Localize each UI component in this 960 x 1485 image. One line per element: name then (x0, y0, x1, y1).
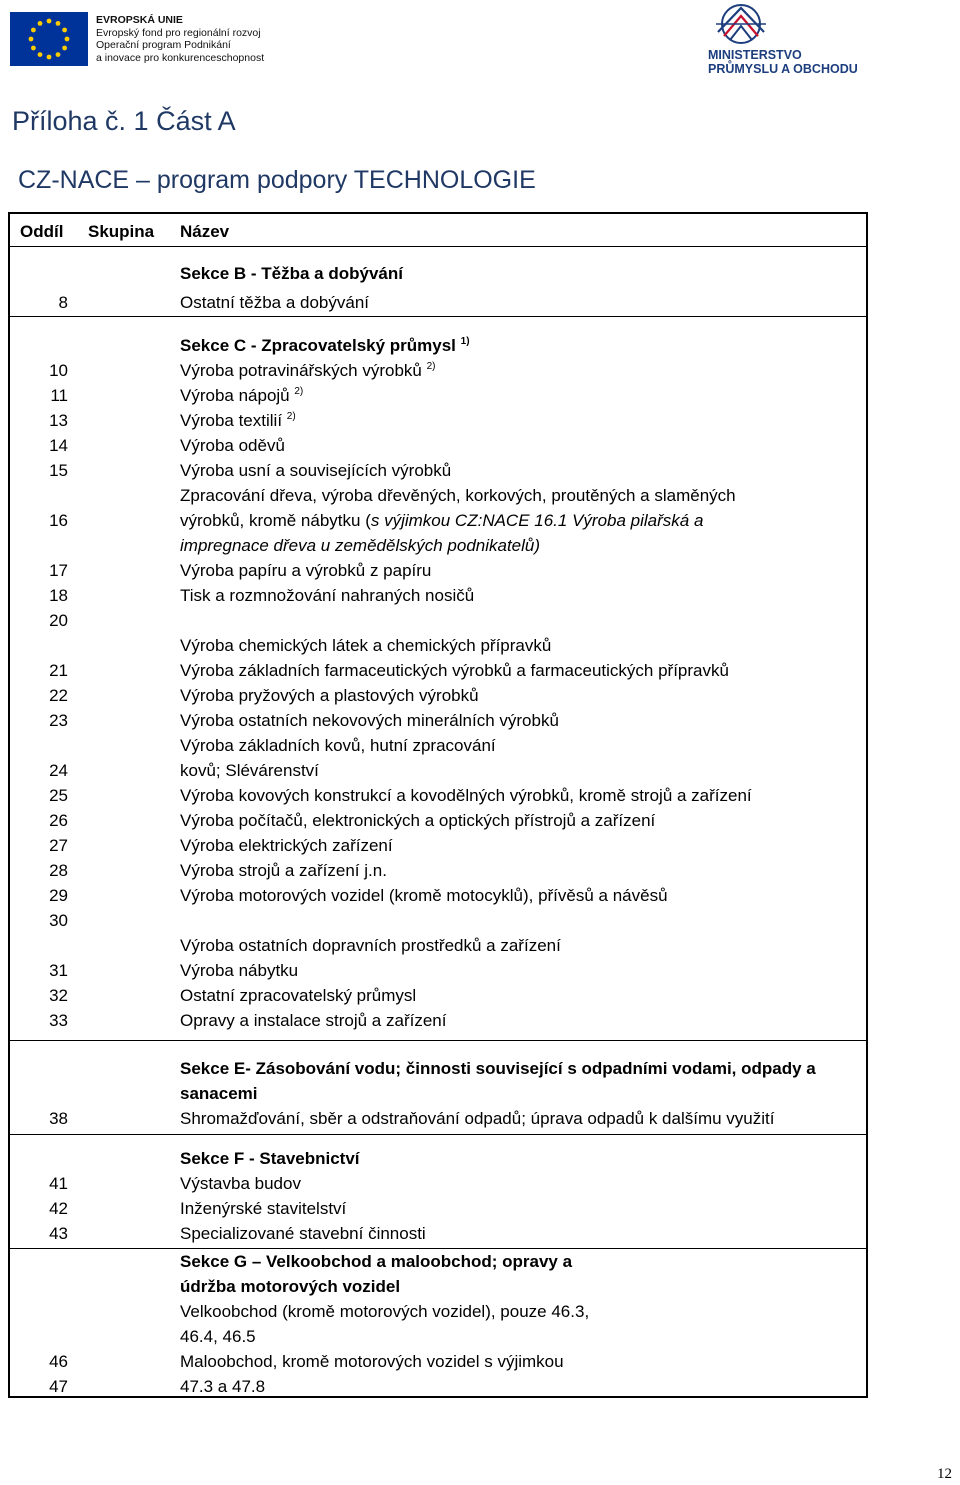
table-row (10, 1081, 866, 1106)
oddil-cell: 30 (49, 911, 68, 930)
column-header-skupina: Skupina (88, 222, 155, 241)
table-row (10, 733, 866, 758)
nazev-cell: 47.3 a 47.8 (180, 1377, 266, 1396)
table-row (10, 1171, 866, 1196)
table-row (10, 833, 866, 858)
nazev-text: Výroba textilií (180, 411, 283, 430)
nazev-cell: Výroba motorových vozidel (kromě motocyklů), přívěsů a návěsů (180, 886, 668, 905)
mpo-logo-line: PRŮMYSLU A OBCHODU (708, 62, 858, 76)
oddil-cell: 31 (49, 961, 68, 980)
section-heading: sanacemi (180, 1084, 258, 1103)
nazev-exception-text: s výjimkou CZ:NACE 16.1 Výroba pilařská a (370, 511, 704, 530)
footnote-ref: 2) (294, 386, 304, 397)
oddil-cell: 16 (49, 511, 68, 530)
oddil-cell: 46 (49, 1352, 68, 1371)
table-row (10, 408, 866, 433)
nazev-cell: Maloobchod, kromě motorových vozidel s výjimkou (180, 1352, 564, 1371)
oddil-cell: 17 (49, 561, 68, 580)
nazev-text: Výroba potravinářských výrobků (180, 361, 422, 380)
nazev-cell: Výroba oděvů (180, 436, 285, 455)
nazev-cell: impregnace dřeva u zemědělských podnikatelů) (180, 536, 541, 555)
oddil-cell: 13 (49, 411, 68, 430)
nazev-cell: Výroba chemických látek a chemických přípravků (180, 636, 552, 655)
row-divider (10, 1040, 866, 1041)
nazev-cell: Opravy a instalace strojů a zařízení (180, 1011, 447, 1030)
table-row (10, 983, 866, 1008)
nazev-cell: 46.4, 46.5 (180, 1327, 256, 1346)
nazev-cell: Výroba pryžových a plastových výrobků (180, 686, 479, 705)
eu-flag-logo (10, 12, 88, 66)
nazev-cell: Výroba počítačů, elektronických a optických přístrojů a zařízení (180, 811, 656, 830)
table-row (10, 558, 866, 583)
table-row (10, 508, 866, 533)
nazev-cell: Ostatní zpracovatelský průmysl (180, 986, 417, 1005)
nazev-cell (180, 383, 860, 408)
table-row (10, 433, 866, 458)
nazev-cell: kovů; Slévárenství (180, 761, 319, 780)
oddil-cell: 18 (49, 586, 68, 605)
table-row (10, 633, 866, 658)
table-row (10, 708, 866, 733)
annex-title: Příloha č. 1 Část A (12, 106, 236, 136)
section-heading-text: Sekce C - Zpracovatelský průmysl (180, 336, 456, 355)
table-row (10, 958, 866, 983)
nazev-cell: Tisk a rozmnožování nahraných nosičů (180, 586, 475, 605)
nazev-cell: Shromažďování, sběr a odstraňování odpadů; úprava odpadů k dalšímu využití (180, 1109, 775, 1128)
section-heading (180, 333, 860, 358)
nazev-cell: Výroba ostatních nekovových minerálních výrobků (180, 711, 559, 730)
table-row (10, 1324, 866, 1349)
section-heading: Sekce G – Velkoobchod a maloobchod; opravy a (180, 1252, 573, 1271)
nazev-cell: Výroba nábytku (180, 961, 299, 980)
nazev-cell: Výroba kovových konstrukcí a kovodělných výrobků, kromě strojů a zařízení (180, 786, 752, 805)
oddil-cell: 41 (49, 1174, 68, 1193)
nazev-cell: Velkoobchod (kromě motorových vozidel), pouze 46.3, (180, 1302, 590, 1321)
oddil-cell: 21 (49, 661, 68, 680)
nazev-cell: Zpracování dřeva, výroba dřevěných, korkových, proutěných a slaměných (180, 486, 736, 505)
table-row (10, 1106, 866, 1131)
eu-logo-line: Operační program Podnikání (96, 39, 231, 52)
table-row (10, 883, 866, 908)
oddil-cell: 29 (49, 886, 68, 905)
oddil-cell: 22 (49, 686, 68, 705)
table-row (10, 1056, 866, 1081)
nazev-cell: Výroba ostatních dopravních prostředků a zařízení (180, 936, 561, 955)
oddil-cell: 23 (49, 711, 68, 730)
nazev-cell (180, 408, 860, 433)
nazev-cell: Ostatní těžba a dobývání (180, 293, 370, 312)
mpo-logo-text (708, 48, 858, 76)
nazev-text: výrobků, kromě nábytku ( (180, 511, 371, 530)
table-row (10, 608, 866, 633)
table-row (10, 458, 866, 483)
page-header (0, 0, 960, 90)
table-row (10, 583, 866, 608)
nazev-cell: Výroba usní a souvisejících výrobků (180, 461, 452, 480)
table-row (10, 758, 866, 783)
oddil-cell: 11 (50, 386, 68, 405)
nazev-cell: Výstavba budov (180, 1174, 301, 1193)
section-heading: údržba motorových vozidel (180, 1277, 401, 1296)
table-row (10, 358, 866, 383)
table-row (10, 808, 866, 833)
table-row (10, 383, 866, 408)
nazev-cell: Výroba elektrických zařízení (180, 836, 393, 855)
section-heading: Sekce E- Zásobování vodu; činnosti související s odpadními vodami, odpady a (180, 1059, 816, 1078)
column-header-oddil: Oddíl (20, 222, 64, 241)
nazev-cell: Výroba papíru a výrobků z papíru (180, 561, 432, 580)
column-header-nazev: Název (180, 222, 230, 241)
row-divider (10, 1134, 866, 1135)
table-row (10, 1196, 866, 1221)
oddil-cell: 25 (49, 786, 68, 805)
table-row (10, 858, 866, 883)
eu-logo-text (96, 14, 264, 64)
nazev-cell (180, 358, 860, 383)
table-row (10, 1249, 866, 1274)
table-row (10, 1274, 866, 1299)
table-row (10, 333, 866, 358)
nazev-cell: Výroba základních kovů, hutní zpracování (180, 736, 496, 755)
mpo-logo-line: MINISTERSTVO (708, 48, 802, 62)
mpo-emblem-logo (706, 2, 776, 46)
oddil-cell: 8 (58, 293, 68, 312)
row-divider (10, 316, 866, 317)
table-row (10, 783, 866, 808)
table-row (10, 908, 866, 933)
oddil-cell: 15 (49, 461, 68, 480)
nazev-cell: Výroba strojů a zařízení j.n. (180, 861, 387, 880)
document-title: CZ-NACE – program podpory TECHNOLOGIE (18, 166, 536, 194)
table-row (10, 1349, 866, 1374)
section-heading: Sekce F - Stavebnictví (180, 1149, 360, 1168)
eu-logo-line: Evropský fond pro regionální rozvoj (96, 26, 261, 39)
footnote-ref: 2) (426, 361, 436, 372)
oddil-cell: 20 (49, 611, 68, 630)
oddil-cell: 32 (49, 986, 68, 1005)
table-row (10, 1146, 866, 1171)
nazev-cell (180, 508, 860, 533)
nazev-text: Výroba nápojů (180, 386, 290, 405)
eu-logo-line: EVROPSKÁ UNIE (96, 14, 183, 26)
table-row (10, 261, 866, 286)
table-row (10, 483, 866, 508)
footnote-ref: 1) (460, 336, 470, 347)
nazev-cell: Inženýrské stavitelství (180, 1199, 347, 1218)
oddil-cell: 27 (49, 836, 68, 855)
nazev-cell: Specializované stavební činnosti (180, 1224, 426, 1243)
table-row (10, 1374, 866, 1399)
oddil-cell: 14 (49, 436, 68, 455)
table-row (10, 1299, 866, 1324)
oddil-cell: 26 (49, 811, 68, 830)
section-heading: Sekce B - Těžba a dobývání (180, 264, 403, 283)
oddil-cell: 24 (49, 761, 68, 780)
oddil-cell: 38 (49, 1109, 68, 1128)
oddil-cell: 42 (49, 1199, 68, 1218)
oddil-cell: 28 (49, 861, 68, 880)
oddil-cell: 43 (49, 1224, 68, 1243)
footnote-ref: 2) (286, 411, 296, 422)
table-row (10, 683, 866, 708)
row-divider (10, 246, 866, 247)
eu-logo-line: a inovace pro konkurenceschopnost (96, 51, 265, 64)
table-row (10, 1221, 866, 1246)
oddil-cell: 10 (49, 361, 68, 380)
nazev-cell: Výroba základních farmaceutických výrobků a farmaceutických přípravků (180, 661, 729, 680)
page-number: 12 (937, 1466, 952, 1482)
table-row (10, 533, 866, 558)
cz-nace-table (8, 212, 868, 1398)
table-row (10, 933, 866, 958)
table-row (10, 1008, 866, 1033)
table-row (10, 290, 866, 315)
oddil-cell: 33 (49, 1011, 68, 1030)
table-row (10, 658, 866, 683)
oddil-cell: 47 (49, 1377, 68, 1396)
